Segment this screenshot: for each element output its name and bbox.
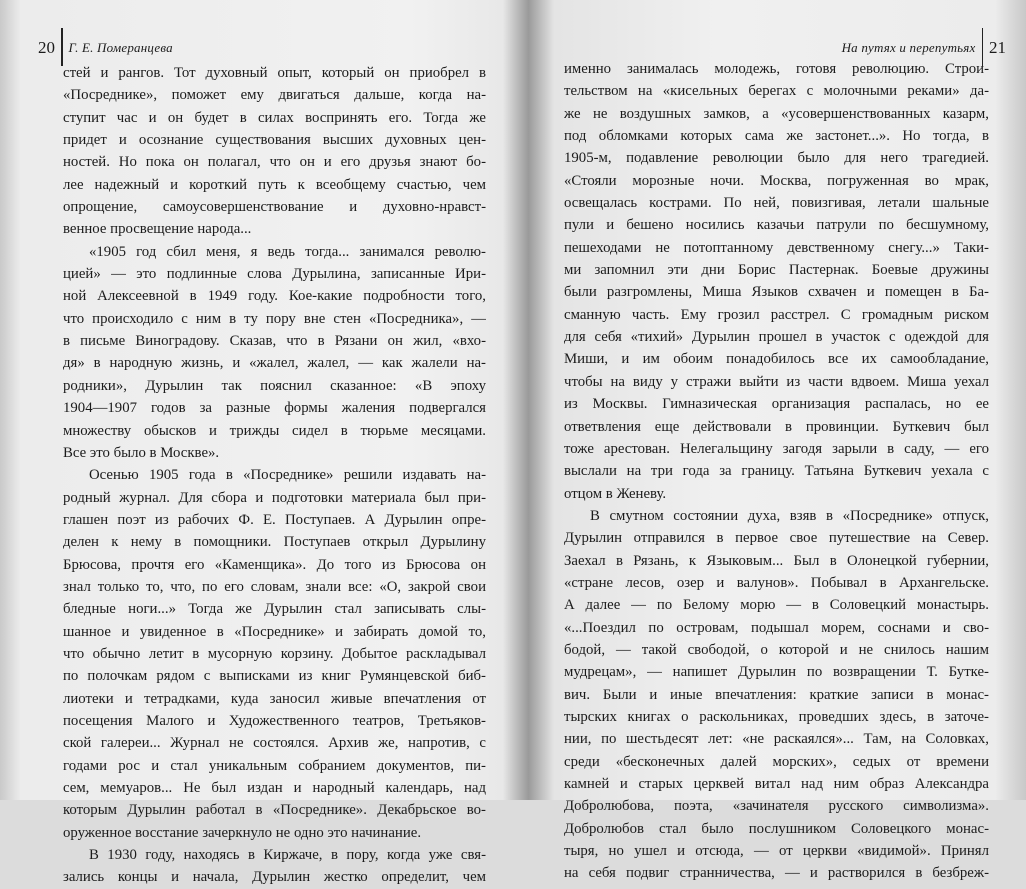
text-line: что обычно летит в мусорную корзину. Добытое раскладывал (63, 645, 486, 662)
text-line: ской галереи... Журнал не состоялся. Архив же, напротив, с (63, 735, 486, 752)
page-number: 20 (38, 38, 55, 57)
right-page (514, 0, 1026, 882)
text-line: бодой, — такой свободой, о которой и не снилось нашим (564, 641, 989, 658)
text-line: выслали на три года за границу. Татьяна Буткевич уехала с (564, 463, 989, 480)
text-line: для себя «тихий» Дурылин прошел в участок с одеждой для (564, 329, 989, 346)
text-line: именно занималась молодежь, готовя революцию. Строи- (564, 61, 989, 77)
right-page-text (564, 58, 989, 885)
text-line: Брюсова, прочтя его «Каменщика». До того из Брюсова он (63, 556, 486, 573)
text-line: опрощение, самоусовершенствование и духовно-нравст- (63, 199, 486, 216)
text-line: вич. Были и иные впечатления: краткие записи в монас- (564, 686, 989, 703)
text-line: пешеходами не потоптанному девственному снегу...» Таки- (564, 239, 989, 256)
left-page-text (63, 62, 486, 889)
text-line: под обломками которых сама же застонет...». Но тогда, в (564, 128, 989, 145)
text-line: дя» в народную жизнь, и «жалел, жалел, — как жалели на- (63, 355, 486, 372)
text-line: В 1930 году, находясь в Киржаче, в пору, когда уже свя- (89, 847, 486, 864)
text-line: придет и осознание существования высших духовных цен- (63, 132, 486, 149)
text-line: в письме Виноградову. Сказав, что в Рязани он жил, «вхо- (63, 333, 486, 350)
text-line: 1904—1907 годов за разные формы жаления подвергался (63, 400, 486, 417)
text-line: что происходило с ним в ту пору вне стен «Посредника», — (63, 310, 486, 327)
text-line: камней и старых церквей витал над ним образ Александра (564, 776, 989, 792)
text-line: по полочкам рядом с выписками из книг Румянцевской биб- (63, 668, 486, 685)
text-line: ступит час и он будет в силах воспринять его. Тогда же (63, 109, 486, 126)
text-line: «...Поездил по островам, подышал морем, соснами и сво- (564, 619, 989, 636)
text-line: ответвления еще действовали в провинции. Буткевич был (564, 418, 989, 435)
text-line: пули и бешено носились казачьи патрули по бесшумному, (564, 217, 989, 234)
running-head-author: Г. Е. Померанцева (68, 40, 173, 55)
text-line: Дурылин отправился в первое свое путешествие на Север. (564, 530, 989, 547)
text-line: стей и рангов. Тот духовный опыт, который он приобрел в (63, 65, 486, 81)
text-line: среди «бесконечных далей морских», седых от времени (564, 753, 989, 770)
text-line: отцом в Женеву. (564, 485, 667, 502)
text-line: мудрецам», — напишет Дурылин по возвращении Т. Бутке- (564, 664, 989, 681)
text-line: тырских книгах о раскольниках, проведших здесь, в заточе- (564, 708, 989, 725)
page-number: 21 (989, 38, 1006, 57)
text-line: тыря, но ушел и отсюда, — от церкви «видимой». Принял (564, 843, 989, 860)
text-line: сманную часть. Ему грозил расстрел. С громадным риском (564, 306, 989, 323)
text-line: родный журнал. Для сбора и подготовки материала был при- (63, 489, 486, 506)
text-line: делен к нему в помощники. Поступаев открыл Дурылину (63, 534, 486, 551)
text-line: Заехал в Рязань, к Языковым... Был в Олонецкой губернии, (564, 552, 989, 569)
text-line: посещения Малого и Художественного театров, Третьяков- (63, 712, 486, 729)
text-line: ми запомнил эти дни Борис Пастернак. Боевые дружины (564, 262, 989, 279)
text-line: знал только то, что, по его словам, знали все: «О, закрой свои (63, 578, 486, 595)
text-line: бледные ноги...» Тогда же Дурылин стал записывать слы- (63, 601, 486, 618)
text-line: «стране лесов, озер и валунов». Побывал в Архангельске. (564, 574, 989, 591)
text-line: чтобы на виду у стражи выйти из части вдвоем. Миша уехал (564, 373, 989, 390)
left-page (0, 0, 512, 886)
text-line: 1905-м, подавление революции было для него трагедией. (564, 150, 989, 167)
text-line: Миши, и им обоим понадобилось все их самообладание, (564, 351, 989, 368)
text-line: глашен поэт из рабочих Ф. Е. Поступаев. А Дурылин опре- (63, 511, 486, 528)
text-line: Осенью 1905 года в «Посреднике» решили издавать на- (89, 467, 486, 484)
text-line: цией» — это подлинные слова Дурылина, записанные Ири- (63, 266, 486, 283)
text-line: Добролюбова, поэта, «зачинателя русского символизма». (564, 798, 989, 815)
text-line: «1905 год сбил меня, я ведь тогда... занимался револю- (89, 243, 486, 260)
text-line: на себя подвиг странничества, — и растворился в безбреж- (564, 865, 989, 882)
running-head-chapter: На путях и перепутьях (841, 40, 976, 55)
text-line: же не воздушных замков, а «усовершенствованных казарм, (564, 105, 989, 122)
text-line: лее надежный и короткий путь к всеобщему счастью, чем (63, 176, 486, 193)
text-line: сем, мемуаров... Не был издан и народный календарь, над (63, 780, 486, 796)
text-line: ной Алексеевной в 1949 году. Кое-какие подробности того, (63, 288, 486, 305)
text-line: ностей. Но пока он полагал, что он и его друзья знают бо- (63, 154, 486, 171)
text-line: Все это было в Москве». (63, 444, 220, 461)
header-divider (61, 28, 63, 66)
text-line: В смутном состоянии духа, взяв в «Посреднике» отпуск, (590, 507, 989, 524)
text-line: «Посреднике», поможет ему двигаться дальше, когда на- (63, 87, 486, 104)
text-line: Добролюбов стал было послушником Соловецкого монас- (564, 820, 989, 837)
text-line: тельством на «кисельных берегах с молочными реками» да- (564, 83, 989, 100)
text-line: освещалась кострами. По ней, повизгивая, летали шальные (564, 195, 989, 212)
text-line: тоже арестован. Нелегальщину загодя зарыли в саду, — его (564, 440, 989, 457)
text-line: зались концы и начала, Дурылин жестко определит, чем (63, 869, 486, 886)
text-line: были разгромлены, Миша Языков схвачен и помещен в Ба- (564, 284, 989, 301)
text-line: шанное и увиденное в «Посреднике» и забирать домой то, (63, 623, 486, 640)
text-line: годами рос и стал уникальным собранием документов, пи- (63, 757, 486, 774)
text-line: А далее — по Белому морю — в Соловецкий монастырь. (564, 597, 989, 614)
text-line: родники», Дурылин так пояснил сказанное: «В эпоху (63, 377, 486, 394)
text-line: которым Дурылин работал в «Посреднике». Декабрьское во- (63, 802, 486, 819)
text-line: нии, по шестьдесят лет: «не раскаялся»... Там, на Соловках, (564, 731, 989, 748)
text-line: «Стояли морозные ночи. Москва, погруженная во мрак, (564, 172, 989, 189)
text-line: лиотеки и тетрадками, куда заносил живые впечатления от (63, 690, 486, 707)
text-line: венное просвещение народа... (63, 221, 252, 238)
text-line: из Москвы. Гимназическая организация распалась, но ее (564, 396, 989, 413)
text-line: оруженное восстание зачеркнуло не одно это начинание. (63, 824, 422, 841)
text-line: множеству обысков и трижды сидел в тюрьме месяцами. (63, 422, 486, 439)
